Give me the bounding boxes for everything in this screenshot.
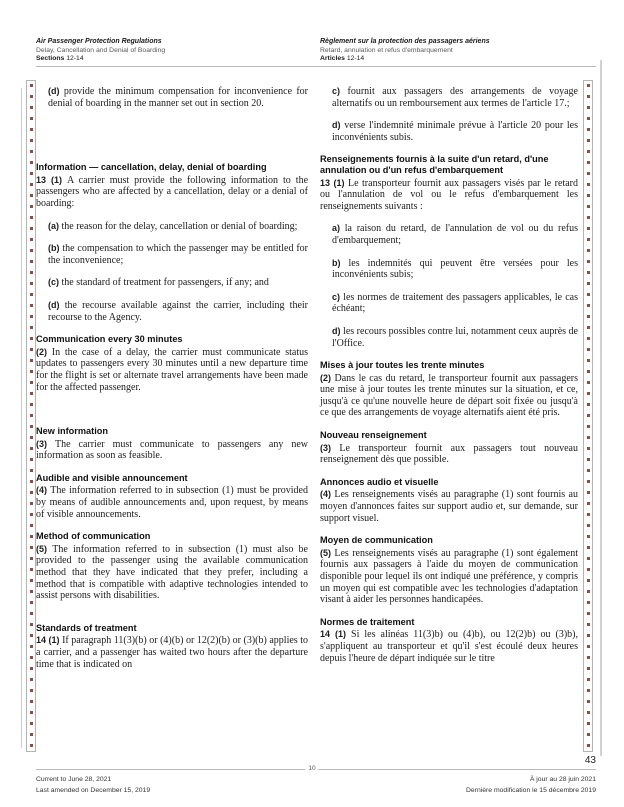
provision-paragraph: a) la raison du retard, de l'annulation de vol ou du refus d'embarquement;	[332, 223, 578, 246]
provision-paragraph: b) les indemnités qui peuvent être versées pour les inconvénients subis;	[332, 257, 578, 281]
column-english	[36, 86, 308, 681]
right-margin-rule	[600, 60, 602, 756]
footer-right	[466, 774, 596, 796]
sections-numbers-fr: 12-14	[346, 55, 365, 62]
provision-label: (3)	[36, 438, 47, 449]
provision-paragraph: (3) The carrier must communicate to passengers any new information as soon as feasible.	[36, 438, 308, 462]
marginal-note-heading: Information — cancellation, delay, denial of boarding	[36, 162, 267, 173]
provision-label: a)	[332, 223, 341, 234]
amended-date-en: Last amended on December 15, 2019	[36, 787, 151, 794]
provision-paragraph: (4) Les renseignements visés au paragraphe (1) sont fournis au moyen d'annonces faites sur support audio et, sur demande, sur support visuel.	[320, 489, 578, 524]
left-margin-ticks	[30, 84, 33, 748]
provision-label: (a)	[48, 220, 59, 231]
provision-paragraph: (4) The information referred to in subsection (1) must be provided by means of audible announcements and, upon request, by means of visible announcements.	[36, 485, 308, 520]
marginal-note-heading: Nouveau renseignement	[320, 430, 427, 441]
sections-range-fr	[320, 55, 578, 64]
marginal-note-heading: Communication every 30 minutes	[36, 334, 183, 345]
provision-label: (5)	[36, 543, 47, 554]
provision-label: (4)	[320, 489, 331, 500]
provision-paragraph: c) les normes de traitement des passagers applicables, le cas échéant;	[332, 291, 578, 315]
provision-paragraph: d) verse l'indemnité minimale prévue à l'article 20 pour les inconvénients subis.	[332, 120, 578, 143]
provision-paragraph: c) fournit aux passagers des arrangements de voyage alternatifs ou un remboursement aux termes de l'article 17.;	[332, 86, 578, 109]
provision-label: (b)	[48, 243, 60, 254]
marginal-note-heading: Moyen de communication	[320, 535, 433, 546]
running-header	[36, 38, 578, 64]
provision-label: (d)	[48, 86, 60, 96]
provision-label: d)	[332, 120, 341, 131]
sections-range-en	[36, 55, 308, 64]
header-english	[36, 38, 308, 64]
currency-date-fr: À jour au 28 juin 2021	[529, 776, 596, 783]
provision-paragraph: (d) the recourse available against the carrier, including their recourse to the Agency.	[48, 299, 308, 323]
regulation-subtitle-fr: Retard, annulation et refus d'embarquement	[320, 46, 453, 54]
provision-label: 14 (1)	[36, 635, 60, 646]
left-margin-rule	[21, 88, 22, 748]
regulation-title-en: Air Passenger Protection Regulations	[36, 38, 162, 45]
right-margin-tick-box	[583, 80, 593, 752]
provision-paragraph: (5) The information referred to in subsection (1) must also be provided to the passenger using the available communication method that they have indicated that they prefer, including a method that is compatible with adaptive technologies intended to assist persons with disabilities.	[36, 543, 308, 602]
spacer	[36, 404, 308, 422]
provision-label: c)	[332, 291, 341, 302]
provision-label: (4)	[36, 485, 47, 496]
marginal-note-heading: Annonces audio et visuelle	[320, 476, 439, 487]
provision-paragraph: (3) Le transporteur fournit aux passagers tout nouveau renseignement dès que possible.	[320, 442, 578, 466]
provision-paragraph: 13 (1) Le transporteur fournit aux passagers visés par le retard ou l'annulation de vol ou le refus d'embarquement les renseignements suivants :	[320, 177, 578, 212]
left-margin-tick-box	[26, 80, 36, 752]
provision-paragraph: d) les recours possibles contre lui, notamment ceux auprès de l'Office.	[332, 325, 578, 349]
currency-date-en: Current to June 28, 2021	[36, 776, 112, 783]
header-french	[320, 38, 578, 64]
provision-label: (3)	[320, 442, 331, 453]
regulation-subtitle-en: Delay, Cancellation and Denial of Boarding	[36, 46, 166, 54]
marginal-note-heading: Method of communication	[36, 531, 151, 542]
spacer	[36, 613, 308, 619]
regulation-title-fr: Règlement sur la protection des passagers aériens	[320, 38, 490, 45]
provision-label: 13 (1)	[320, 177, 345, 188]
header-rule	[36, 66, 596, 67]
column-french	[320, 86, 578, 681]
sections-numbers-en: 12-14	[66, 55, 84, 62]
provision-label: (2)	[36, 346, 47, 357]
provision-paragraph: 14 (1) Si les alinéas 11(3)b) ou (4)b), ou 12(2)b) ou (3)b), s'appliquent au transporteur et qu'il s'est écoulé deux heures depuis l'heure de départ indiquée sur le titre	[320, 629, 578, 664]
page-number: 43	[584, 755, 596, 766]
provision-paragraph: (5) Les renseignements visés au paragraphe (1) sont également fournis aux passagers à l'aide du moyen de communication disponible pour lequel ils ont indiqué une préférence, y compris un moyen qui est compatible avec les technologies d'adaptation visant à aider les personnes handicapées.	[320, 547, 578, 606]
marginal-note-heading: Audible and visible announcement	[36, 472, 188, 483]
provision-label: d)	[332, 325, 341, 336]
provision-label: (c)	[48, 277, 59, 288]
provision-label: b)	[332, 257, 341, 268]
spacer	[36, 120, 308, 158]
center-page-number: 10	[305, 765, 318, 772]
provision-label: 14 (1)	[320, 629, 347, 640]
provision-paragraph: (c) the standard of treatment for passengers, if any; and	[48, 277, 269, 289]
marginal-note-heading: Renseignements fournis à la suite d'un retard, d'une annulation ou d'un refus d'embarquement	[320, 154, 549, 175]
right-margin-ticks	[587, 84, 590, 748]
marginal-note-heading: Mises à jour toutes les trente minutes	[320, 360, 485, 371]
provision-paragraph: (2) Dans le cas du retard, le transporteur fournit aux passagers une mise à jour toutes les trente minutes sur la situation, et ce, jusqu'à ce qu'une nouvelle heure de départ soit fixée ou jusqu'à ce que des arrangements de voyage alternatifs aient été pris.	[320, 372, 578, 419]
provision-label: (2)	[320, 372, 331, 383]
provision-label: c)	[332, 86, 341, 96]
provision-paragraph: (d) provide the minimum compensation for inconvenience for denial of boarding in the manner set out in section 20.	[48, 86, 308, 109]
provision-label: (5)	[320, 547, 331, 558]
provision-paragraph: 14 (1) If paragraph 11(3)(b) or (4)(b) or 12(2)(b) or (3)(b) applies to a carrier, and a passenger has waited two hours after the departure time that is indicated on	[36, 635, 309, 670]
amended-date-fr: Dernière modification le 15 décembre 2019	[466, 787, 596, 794]
provision-paragraph: (a) the reason for the delay, cancellation or denial of boarding;	[48, 220, 298, 232]
provision-paragraph: (b) the compensation to which the passenger may be entitled for the inconvenience;	[48, 243, 308, 266]
document-body	[36, 86, 578, 681]
marginal-note-heading: Normes de traitement	[320, 616, 415, 627]
provision-label: (d)	[48, 299, 60, 310]
sections-label-en: Sections	[36, 55, 65, 62]
provision-paragraph: (2) In the case of a delay, the carrier must communicate status updates to passengers every 30 minutes until a new departure time for the flight is set or alternate travel arrangements have been made for the affected passenger.	[36, 346, 308, 393]
provision-label: 13 (1)	[36, 174, 63, 185]
marginal-note-heading: New information	[36, 426, 108, 437]
provision-paragraph: 13 (1) A carrier must provide the following information to the passengers who are affected by a cancellation, delay or a denial of boarding:	[36, 174, 309, 209]
marginal-note-heading: Standards of treatment	[36, 622, 137, 633]
sections-label-fr: Articles	[320, 55, 345, 62]
footer-left	[36, 774, 150, 796]
